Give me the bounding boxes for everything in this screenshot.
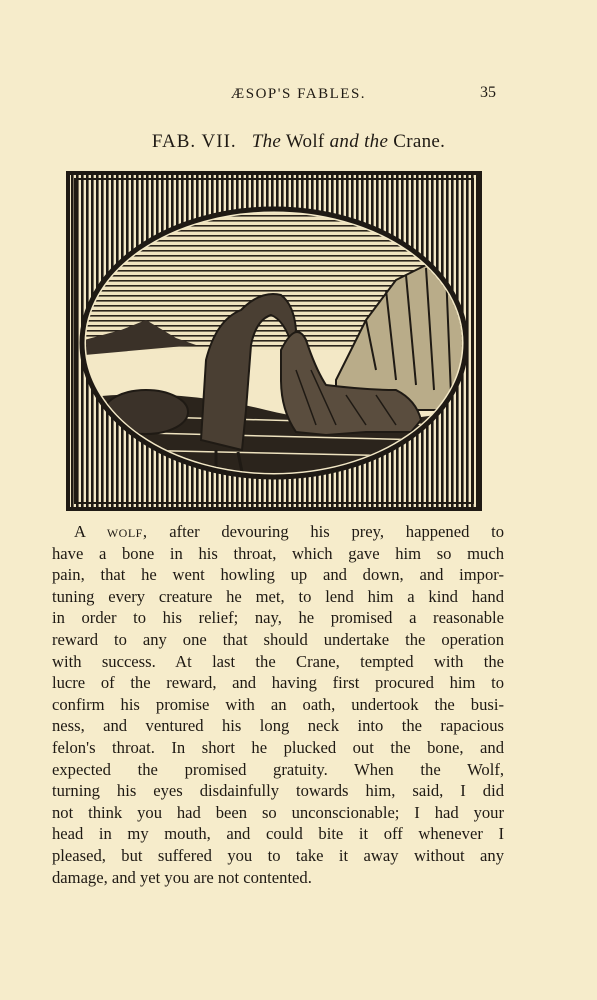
fable-body xyxy=(52,521,504,888)
text-line-14: not think you had been so unconscionable; I had your xyxy=(52,802,504,822)
woodcut-illustration xyxy=(66,170,482,512)
running-head: ÆSOP'S FABLES. xyxy=(230,86,367,102)
drop-word: A xyxy=(74,522,86,541)
title-italic-and-the: and the xyxy=(329,131,389,152)
fable-number: FAB. VII. xyxy=(151,131,237,152)
text-line-1 xyxy=(52,521,504,543)
text-line-13: turning his eyes disdainfully towards him, said, I did xyxy=(52,781,504,801)
text-line-6: reward to any one that should undertake the operation xyxy=(52,629,504,649)
text-line-11: felon's throat. In short he plucked out the bone, and xyxy=(52,737,504,757)
text-line-17: damage, and yet you are not contented. xyxy=(52,867,312,887)
title-crane: Crane. xyxy=(393,131,446,152)
text-line-10: ness, and ventured his long neck into the rapacious xyxy=(52,716,504,736)
text-line-15: head in my mouth, and could bite it off whenever I xyxy=(52,824,504,844)
drop-word-smallcaps: wolf, xyxy=(106,522,148,541)
text-line-5: in order to his relief; nay, he promised a reasonable xyxy=(52,608,504,628)
text-line-9: confirm his promise with an oath, undertook the busi- xyxy=(52,694,504,714)
page-number: 35 xyxy=(480,84,496,101)
fable-title xyxy=(0,131,597,153)
text-line-1-rest: after devouring his prey, happened to xyxy=(169,522,505,541)
text-line-8: lucre of the reward, and having first procured him to xyxy=(52,673,504,693)
text-line-4: tuning every creature he met, to lend him a kind hand xyxy=(52,586,504,606)
title-italic-the: The xyxy=(251,131,282,152)
text-line-2: have a bone in his throat, which gave him so much xyxy=(52,543,504,563)
text-line-16: pleased, but suffered you to take it away without any xyxy=(52,845,504,865)
text-line-12: expected the promised gratuity. When the Wolf, xyxy=(52,759,504,779)
text-line-7: with success. At last the Crane, tempted with the xyxy=(52,651,504,671)
title-wolf: Wolf xyxy=(285,131,325,152)
text-line-3: pain, that he went howling up and down, and impor- xyxy=(52,565,504,585)
